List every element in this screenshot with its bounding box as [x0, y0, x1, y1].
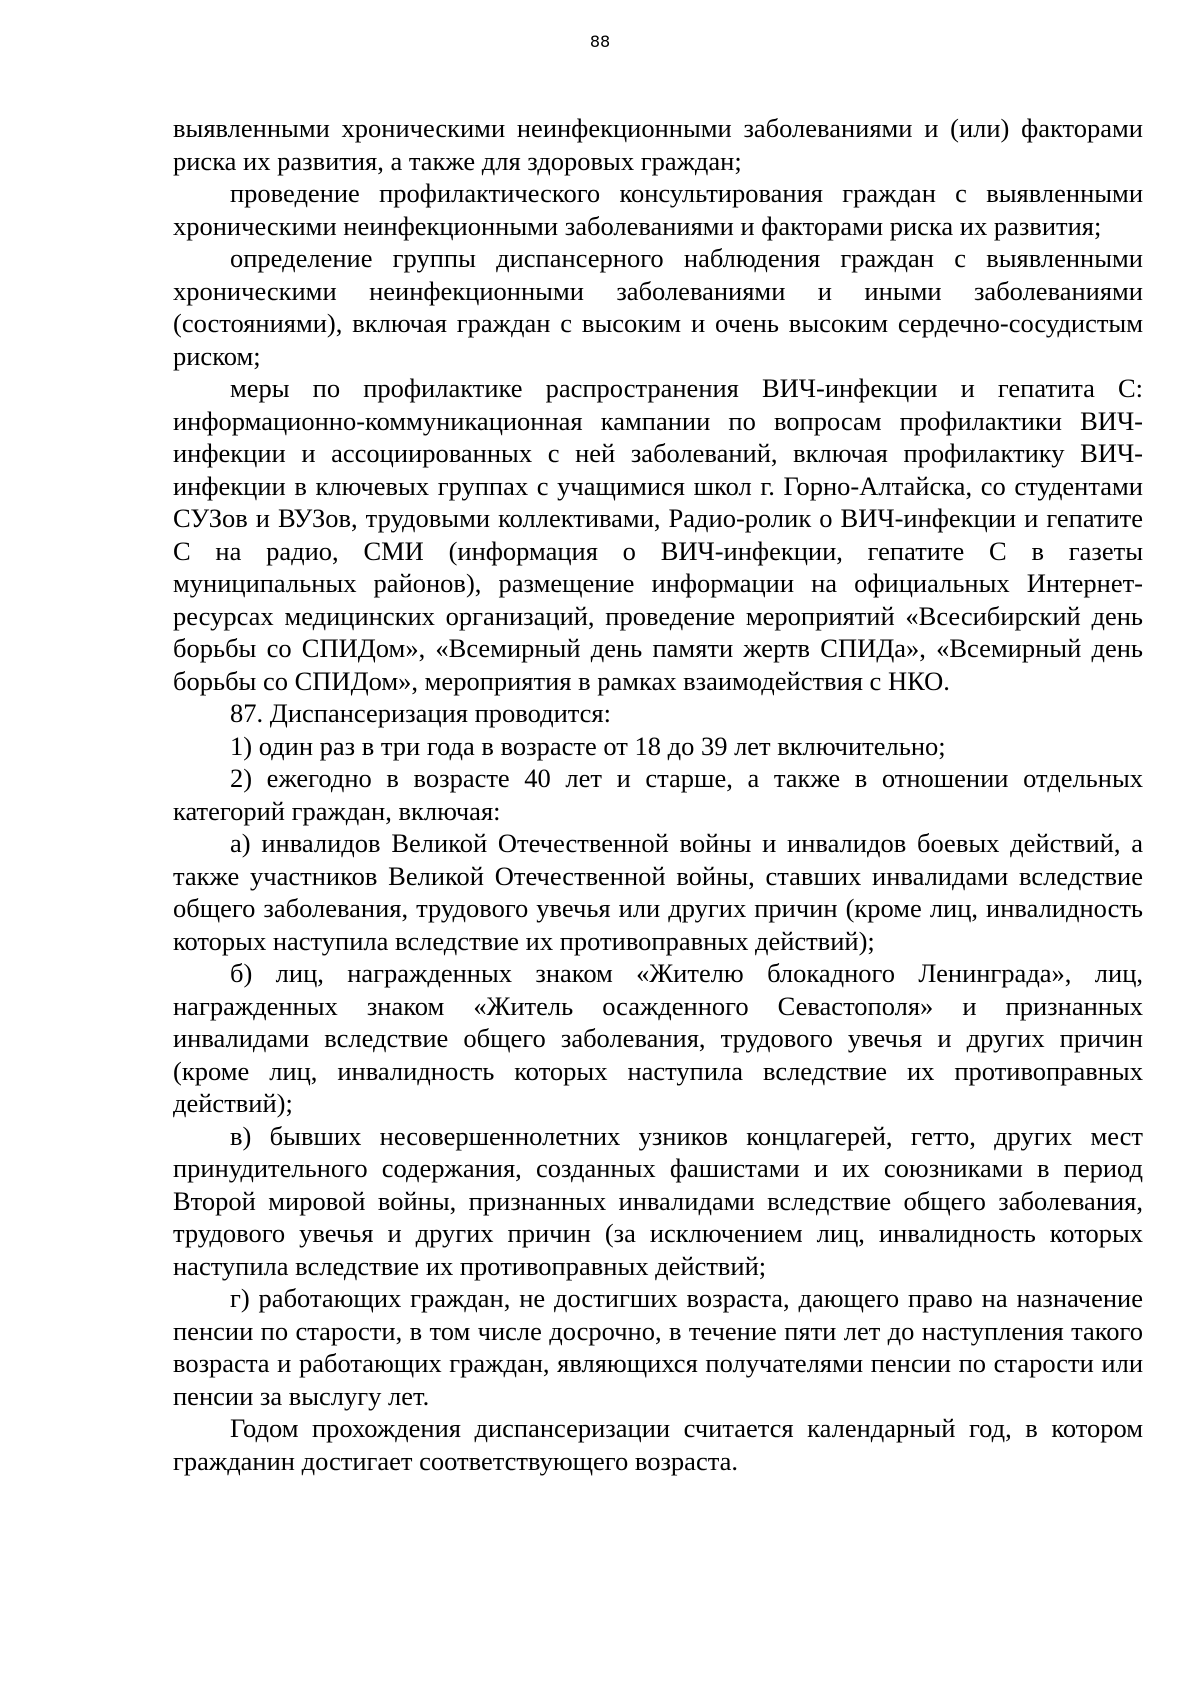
section-heading-87: 87. Диспансеризация проводится:	[230, 698, 611, 728]
list-item-1: 1) один раз в три года в возрасте от 18 до 39 лет включительно;	[230, 730, 946, 761]
paragraph: проведение профилактического консультирования граждан с выявленными хроническими неинфекционными заболеваниями и факторами риска их развития;	[173, 178, 1143, 241]
list-item-2: 2) ежегодно в возрасте 40 лет и старше, а также в отношении отдельных категорий граждан, включая:	[173, 763, 1143, 826]
sub-item-a: а) инвалидов Великой Отечественной войны и инвалидов боевых действий, а также участников Великой Отечественной войны, ставших инвалидами вследствие общего заболевания, трудового увечья или других причин (кроме лиц, инвалидность которых наступила вследствие их противоправных действий);	[173, 828, 1143, 956]
document-body	[173, 112, 1143, 1477]
sub-item-v: в) бывших несовершеннолетних узников концлагерей, гетто, других мест принудительного содержания, созданных фашистами и их союзниками в период Второй мировой войны, признанных инвалидами вследствие общего заболевания, трудового увечья и других причин (за исключением лиц, инвалидность которых наступила вследствие их противоправных действий;	[173, 1120, 1143, 1281]
paragraph: меры по профилактике распространения ВИЧ-инфекции и гепатита С: информационно-коммуникационная кампании по вопросам профилактики ВИЧ-инфекции и ассоциированных с ней заболеваний, включая профилактику ВИЧ-инфекции в ключевых группах с учащимися школ г. Горно-Алтайска, со студентами СУЗов и ВУЗов, трудовыми коллективами, Радио-ролик о ВИЧ-инфекции и гепатите С на радио, СМИ (информация о ВИЧ-инфекции, гепатите С в газеты муниципальных районов), размещение информации на официальных Интернет-ресурсах медицинских организаций, проведение мероприятий «Всесибирский день борьбы со СПИДом», «Всемирный день памяти жертв СПИДа», «Всемирный день борьбы со СПИДом», мероприятия в рамках взаимодействия с НКО.	[173, 373, 1143, 696]
paragraph: определение группы диспансерного наблюдения граждан с выявленными хроническими неинфекционными заболеваниями и иными заболеваниями (состояниями), включая граждан с высоким и очень высоким сердечно-сосудистым риском;	[173, 243, 1143, 371]
sub-item-b: б) лиц, награжденных знаком «Жителю блокадного Ленинграда», лиц, награжденных знаком «Житель осажденного Севастополя» и признанных инвалидами вследствие общего заболевания, трудового увечья и других причин (кроме лиц, инвалидность которых наступила вследствие их противоправных действий);	[173, 958, 1143, 1118]
paragraph: выявленными хроническими неинфекционными заболеваниями и (или) факторами риска их развития, а также для здоровых граждан;	[173, 113, 1143, 176]
page-number: 88	[589, 32, 611, 51]
paragraph: Годом прохождения диспансеризации считается календарный год, в котором гражданин достигает соответствующего возраста.	[173, 1413, 1143, 1476]
sub-item-g: г) работающих граждан, не достигших возраста, дающего право на назначение пенсии по старости, в том числе досрочно, в течение пяти лет до наступления такого возраста и работающих граждан, являющихся получателями пенсии по старости или пенсии за выслугу лет.	[173, 1283, 1143, 1411]
